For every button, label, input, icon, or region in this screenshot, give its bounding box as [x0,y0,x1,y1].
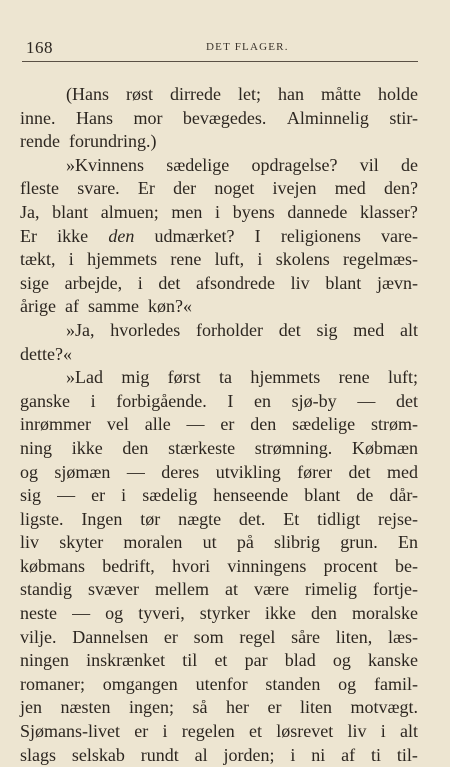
word: ning [20,437,53,458]
word: forholder [195,319,263,340]
word: vinningens [227,555,307,576]
word: her [226,697,249,718]
word: »Ja, [66,319,95,340]
word: forbigående. [116,390,207,411]
word: alle [144,414,171,435]
word: inne. [20,107,56,128]
text-line [20,696,418,720]
word: svæver [88,579,139,600]
word: skolens [275,249,330,270]
page-number: 168 [26,38,53,57]
word: noget [214,178,255,199]
word: blant [52,201,89,222]
text-line [20,626,418,650]
word: bevægedes. [182,107,267,128]
word: vil [359,154,379,175]
word: den [310,603,337,624]
word: »Kvinnens [66,154,144,175]
word: til [182,650,198,671]
word: inrømmer [20,414,91,435]
body-text [20,83,418,767]
running-head: DET FLAGER. [206,41,289,53]
text-line [20,319,418,343]
word: — [126,461,145,482]
word: Ja, [20,201,40,222]
word: opdragelse? [251,154,338,175]
word: religionens [280,225,361,246]
word: er [267,697,282,718]
word: ikke [264,603,296,624]
word: til- [396,744,418,765]
word: regel [239,626,276,647]
word: tidligt [317,508,361,529]
word: neste [20,603,57,624]
text-line [20,272,418,296]
word: luft; [387,367,418,388]
word: det [278,319,301,340]
text-line [20,295,418,319]
word: i [68,249,74,270]
word: rene [170,249,202,270]
word: afsondrede [196,272,276,293]
word: køn?« [147,296,192,317]
text-line [20,390,418,414]
text-line [20,508,418,532]
text-line [20,602,418,626]
word: sig [20,485,42,506]
word: være [253,579,289,600]
word: en [254,390,272,411]
word: dirrede [170,84,221,104]
word: det. [238,508,266,529]
word: skyter [59,532,104,553]
word: let; [237,84,261,104]
word: inskrænket [86,650,166,671]
word: ni [311,744,326,765]
word: be- [394,555,418,576]
word: den [108,225,135,246]
word: — [357,390,376,411]
word: i [137,272,143,293]
word: dette?« [20,343,72,364]
word: Er [137,178,155,199]
word: er [220,414,235,435]
word: samme [87,296,139,317]
word: holde [377,84,418,104]
text-line [20,578,418,602]
word: med [334,178,366,199]
word: Ingen [81,508,123,529]
word: regelen [181,721,235,742]
word: klasser? [359,201,418,222]
word: alt [399,721,418,742]
word: er [134,721,149,742]
word: af [64,296,79,317]
word: de [400,154,418,175]
text-line [20,154,418,178]
word: ta [218,367,232,388]
word: som [193,626,224,647]
text-line [20,649,418,673]
word: grun. [340,532,378,553]
word: ikke [57,225,89,246]
word: han [277,84,304,104]
word: sjø-by [291,390,337,411]
word: i [257,249,263,270]
text-line [20,673,418,697]
page-header [26,38,416,60]
word: læs- [387,626,418,647]
word: slibrig [274,532,321,553]
word: liv [290,272,310,293]
word: romaner; [20,673,85,694]
text-line [20,720,418,744]
word: vel [106,414,129,435]
word: selskab [71,744,125,765]
word: med [353,319,385,340]
word: sædelig [142,485,198,506]
text-line [20,83,418,107]
word: rene [338,367,370,388]
word: omgangen [102,673,178,694]
word: par [244,650,268,671]
word: stærkeste [168,437,236,458]
word: liten [299,697,332,718]
word: det [348,461,371,482]
word: sige [20,272,49,293]
word: — [57,485,76,506]
word: arbejde, [64,272,123,293]
word: og [105,603,124,624]
word: stir- [389,107,418,128]
word: såre [291,626,321,647]
text-line [20,484,418,508]
word: al [194,744,208,765]
text-line [20,744,418,767]
word: det [158,272,181,293]
word: regelmæs- [343,249,418,270]
word: Et [283,508,300,529]
word: — [72,603,91,624]
word: blant [304,485,341,506]
word: med [386,461,418,482]
word: famil- [373,673,418,694]
word: der [173,178,197,199]
word: I [254,225,261,246]
word: årige [20,296,56,317]
word: forundring.) [68,131,157,152]
word: svare. [77,178,120,199]
word: styrker [199,603,250,624]
word: og [20,461,38,482]
word: deres [161,461,200,482]
word: et [248,721,262,742]
word: rejse- [378,508,418,529]
word: Alminnelig [286,107,369,128]
text-line [20,130,418,154]
word: jorden; [223,744,275,765]
word: blant [325,272,362,293]
word: ivejen [272,178,317,199]
word: liv [347,721,367,742]
text-line [20,107,418,131]
word: moralske [352,603,418,624]
word: i [162,721,168,742]
word: fører [297,461,333,482]
word: i [121,485,127,506]
word: rimelig [304,579,357,600]
text-line [20,555,418,579]
text-line [20,225,418,249]
word: Er [20,225,37,246]
text-line [20,461,418,485]
text-line [20,437,418,461]
word: den? [383,178,418,199]
word: utenfor [195,673,248,694]
word: tør [140,508,161,529]
word: hjemmets [87,249,158,270]
word: mig [121,367,150,388]
text-line [20,343,418,367]
text-line [20,201,418,225]
word: hjemmets [250,367,321,388]
word: — [186,414,205,435]
word: luft, [214,249,245,270]
word: nægte [178,508,222,529]
word: alt [399,319,418,340]
word: at [224,579,238,600]
word: i [90,390,96,411]
word: I [227,390,234,411]
word: byens [232,201,275,222]
word: sig [316,319,338,340]
word: dår- [389,485,418,506]
word: et [214,650,228,671]
word: moralen [123,532,183,553]
word: rende [20,131,60,152]
word: Hans [75,107,113,128]
word: dannede [287,201,348,222]
word: ikke [71,437,103,458]
word: i [215,201,221,222]
word: bedrift, [102,555,155,576]
word: udmærket? [154,225,235,246]
word: fleste [20,178,59,199]
word: liv [20,532,40,553]
word: ingen; [129,697,175,718]
word: den [122,437,149,458]
word: ut [202,532,217,553]
word: de [356,485,374,506]
word: løsrevet [276,721,334,742]
word: hvorledes [110,319,181,340]
word: slags [20,744,56,765]
word: næsten [60,697,111,718]
word: i [380,721,386,742]
word: Sjømans-livet [20,721,120,742]
word: på [236,532,254,553]
word: mellem [155,579,209,600]
word: kanske [367,650,418,671]
word: og [332,650,351,671]
word: Dannelsen [72,626,149,647]
word: (Hans [66,84,109,104]
text-line [20,366,418,390]
word: er [163,626,178,647]
word: købmans [20,555,85,576]
word: så [192,697,208,718]
word: utvikling [215,461,281,482]
word: tyveri, [138,603,185,624]
word: standig [20,579,72,600]
word: motvægt. [350,697,418,718]
word: den [250,414,277,435]
word: vilje. [20,626,57,647]
word: sjømæn [54,461,111,482]
word: strømning. [254,437,333,458]
word: mor [133,107,163,128]
word: røst [126,84,153,104]
word: af [341,744,356,765]
word: ningen [20,650,69,671]
word: liten, [335,626,373,647]
word: procent [323,555,378,576]
word: »Lad [66,367,103,388]
word: henseende [213,485,289,506]
text-line [20,413,418,437]
word: ligste. [20,508,64,529]
word: almuen; [100,201,159,222]
word: blad [284,650,316,671]
header-rule [22,61,418,62]
word: En [397,532,418,553]
word: er [91,485,106,506]
word: sædelige [166,154,230,175]
word: det [395,390,418,411]
word: tækt, [20,249,56,270]
word: men [171,201,203,222]
word: sædelige [292,414,356,435]
word: hvori [172,555,211,576]
word: ganske [20,390,70,411]
word: ti [371,744,382,765]
word: vare- [381,225,418,246]
word: jen [20,697,42,718]
word: og [338,673,357,694]
word: standen [265,673,321,694]
text-line [20,177,418,201]
text-line [20,248,418,272]
word: strøm- [370,414,418,435]
word: Købmæn [351,437,418,458]
word: måtte [320,84,361,104]
word: fortje- [372,579,418,600]
word: rundt [140,744,179,765]
text-line [20,531,418,555]
word: i [290,744,296,765]
word: først [167,367,201,388]
word: jævn- [376,272,418,293]
